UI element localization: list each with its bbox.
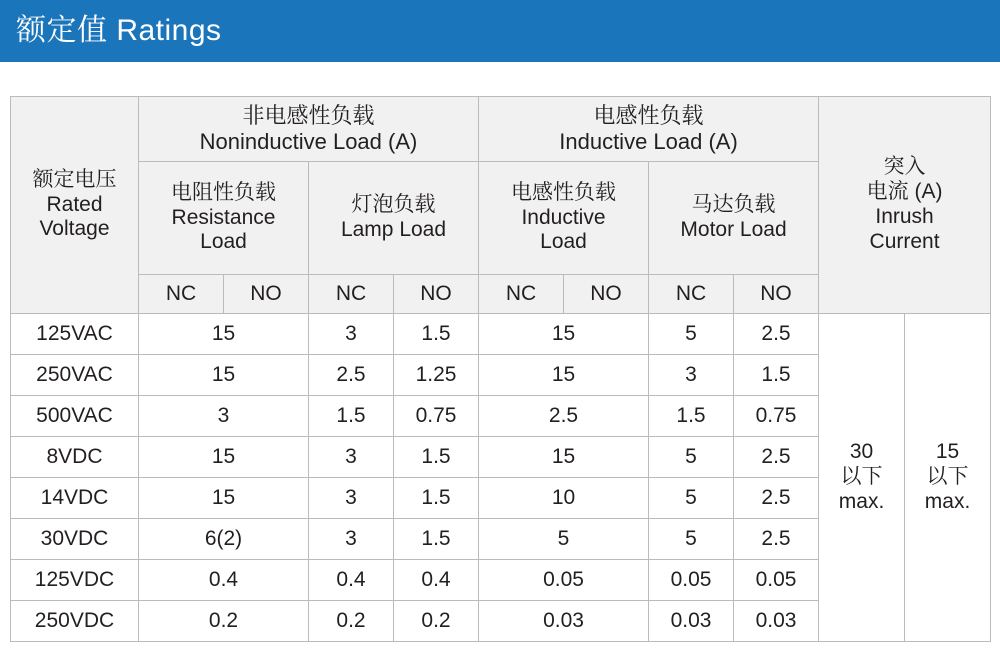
- inductive-sub-en-1: Inductive: [521, 205, 606, 229]
- cell-motor-nc: 5: [649, 437, 734, 478]
- cell-inductive: 15: [479, 314, 649, 355]
- row-voltage: 30VDC: [11, 519, 139, 560]
- cell-inductive: 0.03: [479, 601, 649, 642]
- lamp-en-1: Lamp Load: [340, 218, 447, 241]
- cell-resistance: 3: [139, 396, 309, 437]
- cell-resistance: 15: [139, 314, 309, 355]
- cell-motor-nc: 5: [649, 519, 734, 560]
- header-inrush-current: [819, 97, 991, 314]
- cell-lamp-nc: 0.2: [309, 601, 394, 642]
- inrush-no-line2: 以下: [926, 465, 969, 489]
- cell-motor-nc: 3: [649, 355, 734, 396]
- header-noninductive-load: [139, 97, 479, 162]
- cell-resistance: 15: [139, 355, 309, 396]
- row-voltage: 125VAC: [11, 314, 139, 355]
- inrush-nc-line2: 以下: [840, 465, 883, 489]
- cell-motor-no: 2.5: [734, 519, 819, 560]
- noninductive-cn: 非电感性负载: [242, 103, 375, 129]
- inductive-cn: 电感性负载: [593, 103, 704, 129]
- inrush-nc-line3: max.: [838, 489, 885, 513]
- cell-motor-no: 0.75: [734, 396, 819, 437]
- header-motor-load: [649, 162, 819, 275]
- cell-motor-no: 2.5: [734, 437, 819, 478]
- cell-resistance: 0.4: [139, 560, 309, 601]
- rated-voltage-cn: 额定电压: [32, 167, 117, 191]
- resistance-en-1: Resistance: [171, 205, 276, 229]
- cell-inrush-no: [905, 314, 991, 642]
- cell-resistance: 0.2: [139, 601, 309, 642]
- cell-motor-nc: 5: [649, 314, 734, 355]
- header-inductive-sub-load: [479, 162, 649, 275]
- cell-inrush-nc: [819, 314, 905, 642]
- header-contact-no-3: NO: [564, 275, 649, 314]
- motor-en-1: Motor Load: [680, 218, 787, 241]
- cell-inductive: 2.5: [479, 396, 649, 437]
- inrush-cn-1: 突入: [883, 155, 926, 179]
- cell-motor-nc: 5: [649, 478, 734, 519]
- page-header-banner: [0, 0, 1000, 62]
- row-voltage: 8VDC: [11, 437, 139, 478]
- resistance-cn: 电阻性负载: [171, 180, 276, 204]
- header-contact-no-4: NO: [734, 275, 819, 314]
- table-body: [11, 314, 991, 642]
- inductive-en: Inductive Load (A): [559, 129, 738, 154]
- cell-lamp-nc: 3: [309, 314, 394, 355]
- cell-resistance: 6(2): [139, 519, 309, 560]
- cell-inductive: 10: [479, 478, 649, 519]
- cell-motor-nc: 0.05: [649, 560, 734, 601]
- header-row-group: [11, 97, 991, 162]
- row-voltage: 250VDC: [11, 601, 139, 642]
- header-contact-nc-4: NC: [649, 275, 734, 314]
- header-contact-no-1: NO: [224, 275, 309, 314]
- cell-lamp-nc: 2.5: [309, 355, 394, 396]
- cell-motor-nc: 0.03: [649, 601, 734, 642]
- cell-lamp-no: 0.4: [394, 560, 479, 601]
- header-lamp-load: [309, 162, 479, 275]
- cell-inductive: 15: [479, 437, 649, 478]
- cell-inductive: 15: [479, 355, 649, 396]
- cell-lamp-no: 1.5: [394, 519, 479, 560]
- cell-motor-no: 1.5: [734, 355, 819, 396]
- cell-lamp-no: 1.5: [394, 478, 479, 519]
- cell-motor-no: 2.5: [734, 314, 819, 355]
- row-voltage: 125VDC: [11, 560, 139, 601]
- ratings-table-container: [10, 96, 990, 642]
- inductive-sub-en-2: Load: [540, 230, 587, 254]
- header-contact-nc-2: NC: [309, 275, 394, 314]
- noninductive-en: Noninductive Load (A): [199, 129, 418, 154]
- inductive-sub-cn: 电感性负载: [511, 180, 616, 204]
- table-row: [11, 314, 991, 355]
- cell-motor-no: 0.03: [734, 601, 819, 642]
- header-inductive-load: [479, 97, 819, 162]
- inrush-nc-line1: 30: [849, 440, 874, 464]
- header-contact-nc-3: NC: [479, 275, 564, 314]
- header-resistance-load: [139, 162, 309, 275]
- row-voltage: 14VDC: [11, 478, 139, 519]
- motor-cn: 马达负载: [691, 193, 776, 217]
- cell-motor-no: 0.05: [734, 560, 819, 601]
- table-header: [11, 97, 991, 314]
- ratings-table: [10, 96, 991, 642]
- inrush-cn-2: 电流 (A): [866, 180, 943, 204]
- page-title: 额定值 Ratings: [16, 14, 222, 47]
- inrush-en-1: Inrush: [875, 205, 934, 228]
- cell-lamp-nc: 1.5: [309, 396, 394, 437]
- cell-lamp-nc: 3: [309, 437, 394, 478]
- cell-lamp-no: 0.75: [394, 396, 479, 437]
- cell-resistance: 15: [139, 478, 309, 519]
- cell-inductive: 0.05: [479, 560, 649, 601]
- rated-voltage-en-2: Voltage: [39, 217, 110, 241]
- rated-voltage-en-1: Rated: [46, 192, 103, 216]
- row-voltage: 500VAC: [11, 396, 139, 437]
- cell-motor-no: 2.5: [734, 478, 819, 519]
- cell-lamp-no: 1.25: [394, 355, 479, 396]
- inrush-en-2: Current: [869, 229, 940, 253]
- cell-lamp-no: 0.2: [394, 601, 479, 642]
- header-rated-voltage: [11, 97, 139, 314]
- cell-lamp-nc: 3: [309, 519, 394, 560]
- cell-resistance: 15: [139, 437, 309, 478]
- inrush-no-line3: max.: [924, 489, 971, 513]
- cell-lamp-no: 1.5: [394, 437, 479, 478]
- cell-motor-nc: 1.5: [649, 396, 734, 437]
- cell-lamp-nc: 0.4: [309, 560, 394, 601]
- resistance-en-2: Load: [200, 230, 247, 254]
- cell-lamp-nc: 3: [309, 478, 394, 519]
- inrush-no-line1: 15: [935, 440, 960, 464]
- cell-lamp-no: 1.5: [394, 314, 479, 355]
- header-contact-nc-1: NC: [139, 275, 224, 314]
- header-contact-no-2: NO: [394, 275, 479, 314]
- row-voltage: 250VAC: [11, 355, 139, 396]
- lamp-cn: 灯泡负载: [351, 193, 436, 217]
- cell-inductive: 5: [479, 519, 649, 560]
